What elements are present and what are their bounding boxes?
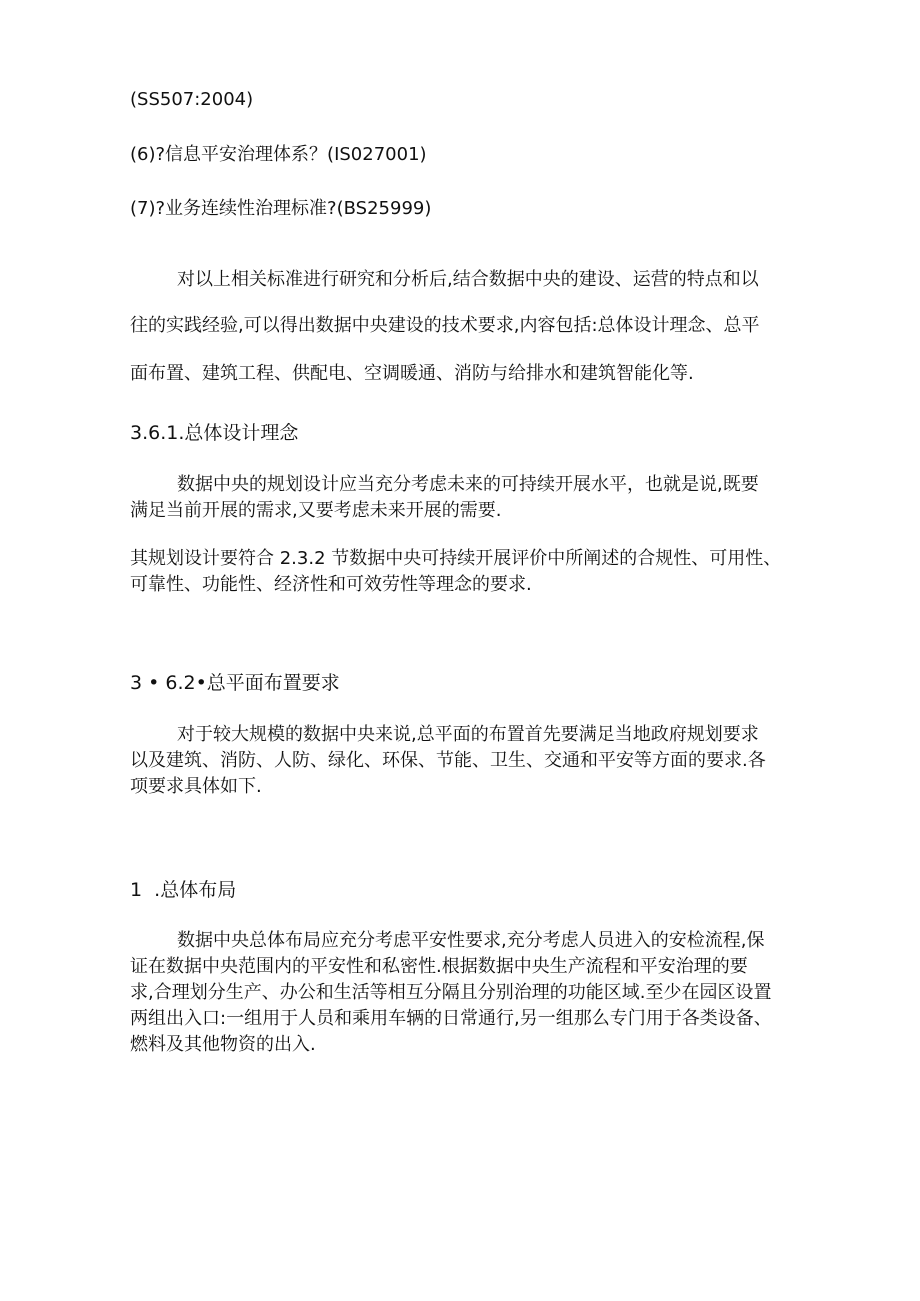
section-1-paragraph-line-1: 数据中央总体布局应充分考虑平安性要求,充分考虑人员进入的安检流程,保 bbox=[177, 930, 765, 951]
section-heading-3-6-2: 3 • 6.2•总平面布置要求 bbox=[130, 672, 340, 694]
section-1-paragraph-line-5: 燃料及其他物资的出入. bbox=[130, 1034, 316, 1055]
section-heading-3-6-1: 3.6.1.总体设计理念 bbox=[130, 422, 299, 444]
standard-ref-iso27001: (6)?信息平安治理体系？(IS027001) bbox=[130, 144, 427, 165]
section-1-paragraph-line-3: 求,合理划分生产、办公和生活等相互分隔且分别治理的功能区域.至少在园区设置 bbox=[130, 982, 772, 1003]
intro-paragraph-line-1: 对以上相关标准进行研究和分析后,结合数据中央的建设、运营的特点和以 bbox=[177, 269, 759, 290]
section-1-paragraph-line-4: 两组出入口:一组用于人员和乘用车辆的日常通行,另一组那么专门用于各类设备、 bbox=[130, 1008, 772, 1029]
section-3-6-1-paragraph1-line-2: 满足当前开展的需求,又要考虑未来开展的需要. bbox=[130, 500, 502, 521]
standard-ref-bs25999: (7)?业务连续性治理标准?(BS25999) bbox=[130, 198, 432, 219]
section-3-6-2-paragraph-line-3: 项要求具体如下. bbox=[130, 776, 262, 797]
intro-paragraph-line-3: 面布置、建筑工程、供配电、空调暖通、消防与给排水和建筑智能化等. bbox=[130, 363, 694, 384]
standard-ref-ss507: (SS507:2004) bbox=[130, 89, 254, 110]
intro-paragraph-line-2: 往的实践经验,可以得出数据中央建设的技术要求,内容包括:总体设计理念、总平 bbox=[130, 315, 760, 336]
section-1-paragraph-line-2: 证在数据中央范围内的平安性和私密性.根据数据中央生产流程和平安治理的要 bbox=[130, 956, 748, 977]
section-3-6-2-paragraph-line-2: 以及建筑、消防、人防、绿化、环保、节能、卫生、交通和平安等方面的要求.各 bbox=[130, 750, 766, 771]
section-3-6-1-paragraph2-line-2: 可靠性、功能性、经济性和可效劳性等理念的要求. bbox=[130, 574, 532, 595]
section-3-6-1-paragraph2-line-1: 其规划设计要符合 2.3.2 节数据中央可持续开展评价中所阐述的合规性、可用性、 bbox=[130, 548, 782, 569]
section-3-6-1-paragraph1-line-1: 数据中央的规划设计应当充分考虑未来的可持续开展水平，也就是说,既要 bbox=[177, 474, 759, 495]
section-heading-1-overall-layout: 1 .总体布局 bbox=[130, 879, 237, 901]
section-3-6-2-paragraph-line-1: 对于较大规模的数据中央来说,总平面的布置首先要满足当地政府规划要求 bbox=[177, 724, 759, 745]
